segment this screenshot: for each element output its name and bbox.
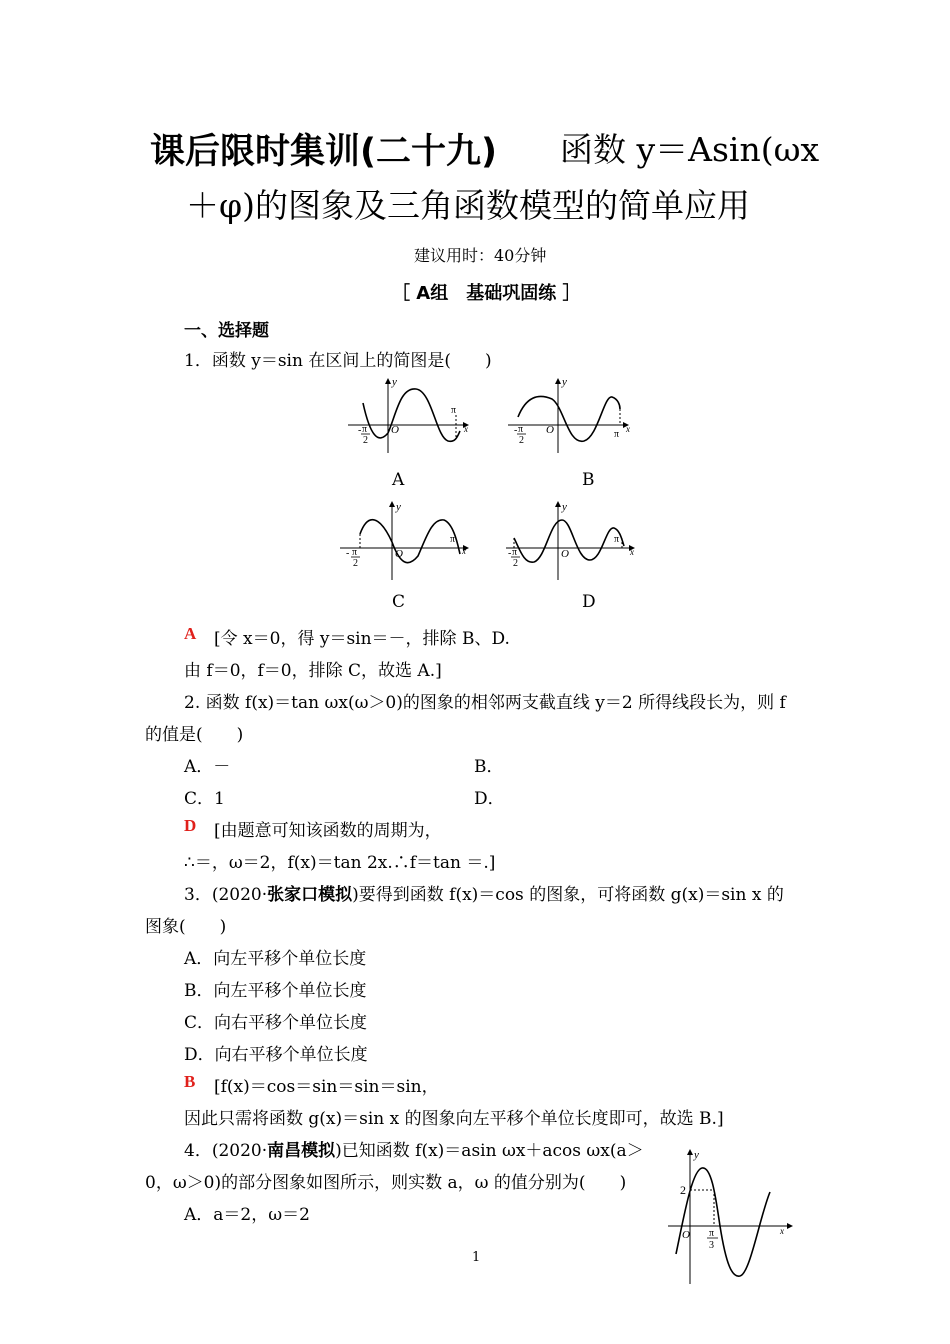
title-line2: ＋φ)的图象及三角函数模型的简单应用 xyxy=(186,186,750,225)
q3-option-a: A．向左平移个单位长度 xyxy=(184,949,367,969)
q3-source: 张家口模拟 xyxy=(267,885,353,905)
q4-option-a: A．a＝2，ω＝2 xyxy=(184,1205,310,1225)
title-topic: 函数 y＝Asin(ωx xyxy=(560,130,820,169)
svg-text:π: π xyxy=(614,534,620,545)
q4-source: 南昌模拟 xyxy=(267,1141,336,1161)
svg-text:-: - xyxy=(358,425,362,436)
pi-label: π xyxy=(451,405,457,416)
svg-text:π: π xyxy=(352,547,358,558)
q1-answer-line1: [令 x＝0，得 y＝sin＝－，排除 B、D. xyxy=(214,629,510,649)
page-number: 1 xyxy=(472,1250,481,1265)
svg-text:2: 2 xyxy=(513,558,518,569)
svg-text:O: O xyxy=(561,548,569,560)
graph-a xyxy=(348,375,478,455)
svg-text:2: 2 xyxy=(519,435,524,446)
svg-text:2: 2 xyxy=(353,558,358,569)
svg-text:π: π xyxy=(614,429,620,440)
q4-stem-line2: 0，ω＞0)的部分图象如图所示，则实数 a，ω 的值分别为( ) xyxy=(145,1173,627,1193)
q3-stem-line1: 3．(2020·张家口模拟)要得到函数 f(x)＝cos 的图象，可将函数 g(x)＝sin x 的 xyxy=(184,885,784,905)
q4-graph-y-value: 2 xyxy=(680,1183,686,1197)
svg-text:x: x xyxy=(630,547,634,557)
svg-text:y: y xyxy=(396,501,401,513)
q3-option-c: C．向右平移个单位长度 xyxy=(184,1013,368,1033)
group-header: ［ A组 基础巩固练 ］ xyxy=(392,283,581,304)
q3-stem-line2: 图象( ) xyxy=(145,917,227,937)
graph-label-b: B xyxy=(582,470,595,490)
q2-option-c: C．1 xyxy=(184,789,225,809)
graph-label-d: D xyxy=(582,592,596,612)
q4-graph xyxy=(668,1146,798,1286)
q3-answer-line1: [f(x)＝cos＝sin＝sin＝sin， xyxy=(214,1077,439,1097)
svg-text:-: - xyxy=(508,548,512,559)
x-axis-label: x xyxy=(464,424,468,434)
svg-text:-: - xyxy=(346,548,350,559)
svg-text:y: y xyxy=(562,376,567,388)
q4-graph-x-num: π xyxy=(709,1228,715,1239)
suggested-time: 建议用时：40分钟 xyxy=(414,246,547,265)
graph-d xyxy=(506,498,641,583)
y-axis-label: y xyxy=(392,376,397,388)
q2-option-a: A．－ xyxy=(184,757,231,777)
q1-answer-line2: 由 f＝0，f＝0，排除 C，故选 A.] xyxy=(184,661,442,681)
svg-text:x: x xyxy=(780,1226,784,1236)
q2-answer-letter: D xyxy=(184,816,197,835)
svg-text:π: π xyxy=(512,547,518,558)
svg-text:y: y xyxy=(562,501,567,513)
q3-option-b: B．向左平移个单位长度 xyxy=(184,981,367,1001)
graph-label-a: A xyxy=(392,470,405,490)
svg-text:π: π xyxy=(450,534,456,545)
q4-graph-x-den: 3 xyxy=(709,1240,714,1251)
q1-answer-letter: A xyxy=(184,624,197,643)
q2-option-b: B． xyxy=(474,757,504,777)
q2-option-d: D． xyxy=(474,789,505,809)
q2-answer-line1: [由题意可知该函数的周期为， xyxy=(214,821,442,841)
q2-stem-line2: 的值是( ) xyxy=(145,725,244,745)
graph-b xyxy=(508,375,638,455)
q3-option-d: D．向右平移个单位长度 xyxy=(184,1045,368,1065)
svg-text:O: O xyxy=(682,1229,690,1241)
neg-pi-num: π xyxy=(362,424,368,435)
q1-stem: 1．函数 y＝sin 在区间上的简图是( ) xyxy=(184,351,492,371)
graph-c xyxy=(340,498,470,583)
q2-answer-line2: ∴＝，ω＝2，f(x)＝tan 2x.∴f＝tan ＝.] xyxy=(184,853,496,873)
svg-text:π: π xyxy=(518,424,524,435)
svg-text:x: x xyxy=(626,424,630,434)
neg-pi-den: 2 xyxy=(363,435,368,446)
svg-text:O: O xyxy=(546,424,554,436)
svg-text:y: y xyxy=(694,1149,699,1161)
svg-text:O: O xyxy=(395,548,403,560)
q3-answer-letter: B xyxy=(184,1072,196,1091)
graph-label-c: C xyxy=(392,592,406,612)
q3-answer-line2: 因此只需将函数 g(x)＝sin x 的图象向左平移个单位长度即可，故选 B.] xyxy=(184,1109,724,1129)
q2-stem-line1: 2. 函数 f(x)＝tan ωx(ω＞0)的图象的相邻两支截直线 y＝2 所得线段长为，则 f xyxy=(184,693,786,713)
q4-stem-line1: 4．(2020·南昌模拟)已知函数 f(x)＝asin ωx＋acos ωx(a＞ xyxy=(184,1141,644,1161)
svg-text:x: x xyxy=(462,546,466,556)
origin-label: O xyxy=(391,424,399,436)
title-main: 课后限时集训(二十九) xyxy=(150,132,497,172)
svg-text:-: - xyxy=(514,425,518,436)
section-heading: 一、选择题 xyxy=(184,321,269,341)
